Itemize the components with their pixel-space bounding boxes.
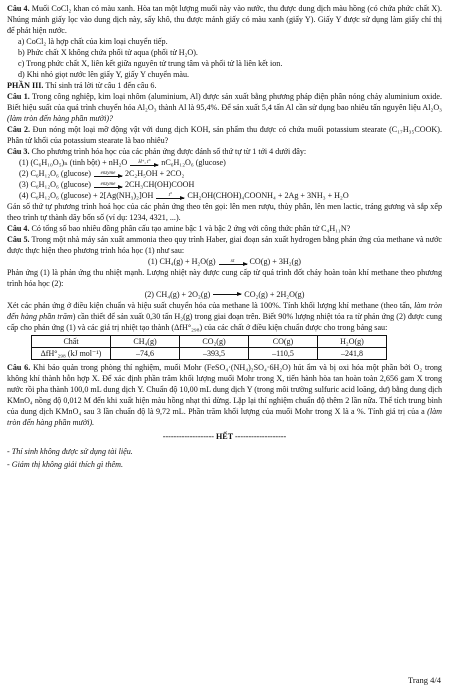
q5-p1-tail: ) cần thiết để sản xuất 0,30 tấn H₂(g) trong giai đoạn trên. Biết 90% lượng nhiệt tỏa ra từ phản ứng (2) được cung cấp cho phản ứng (1) và các giá trị nhiệt tạo thành (ΔfH°₂₉₈) của các chất ở điều kiện chuẩn được cho trong bảng sau: xyxy=(7,312,442,332)
e1-left: (1) CH₄(g) + H₂O(g) xyxy=(148,257,216,266)
table-cell: ΔfH°₂₉₈ (kJ mol⁻¹) xyxy=(32,348,111,360)
reaction-arrow xyxy=(156,193,184,199)
q5-p1-text: Xét các phản ứng ở điều kiện chuẩn và hiệu suất chuyển hóa của methane là 100%. Tính khối lượng khí methane (theo tấn, xyxy=(7,301,415,310)
q2-head: Câu 2. xyxy=(7,125,31,134)
r2-right: 2C₂H₅OH + 2CO₂ xyxy=(124,169,185,178)
c4-head: Câu 4. xyxy=(7,4,30,13)
r1-cond: H⁺, t° xyxy=(138,159,151,165)
e2-right: CO₂(g) + 2H₂O(g) xyxy=(244,290,305,299)
c4-c: c) Trong phức chất X, liên kết giữa nguyên tử trung tâm và phối tử là liên kết ion. xyxy=(18,59,283,68)
r1-right: nC₆H₁₂O₆ (glucose) xyxy=(161,158,226,167)
q2-paragraph xyxy=(7,124,442,146)
q6-paragraph xyxy=(7,362,442,428)
r4-cond: t° xyxy=(168,192,173,198)
q1-paragraph xyxy=(7,91,442,124)
note-2: - Giám thị không giải thích gì thêm. xyxy=(7,460,123,469)
reaction-2 xyxy=(7,168,442,179)
reaction-1 xyxy=(7,157,442,168)
q3-head: Câu 3. xyxy=(7,147,30,156)
table-cell: –74,6 xyxy=(111,348,180,360)
table-cell: CH₄(g) xyxy=(111,336,180,348)
q1-note: (làm tròn đến hàng phần mười)? xyxy=(7,114,114,123)
q1-text: Trong công nghiệp, kim loại nhôm (aluminium, Al) được sản xuất bằng phương pháp điện phân nóng chảy aluminium oxide. Biết hiệu suất của quá trình chuyển hóa Al₂O₃ thành Al là 95,4%. Để sản xuất 5,4 tấn Al cần sử dụng bao nhiêu tấn nguyên liệu Al₂O₃ xyxy=(7,92,442,112)
q6-head: Câu 6. xyxy=(7,363,31,372)
r3-cond: enzyme xyxy=(100,181,116,187)
q4-head: Câu 4. xyxy=(7,224,30,233)
table-row xyxy=(32,348,387,360)
table-cell: Chất xyxy=(32,336,111,348)
r3-right: 2CH₃CH(OH)COOH xyxy=(124,180,195,189)
q3-text: Cho phương trình hóa học của các phản ứng được đánh số thứ tự từ 1 tới 4 dưới đây: xyxy=(29,147,307,156)
equation-2 xyxy=(7,289,442,300)
enthalpy-table xyxy=(31,335,387,360)
r2-cond: enzyme xyxy=(100,170,116,176)
c4-b: b) Phức chất X không chứa phối tử aqua (phối tử H₂O). xyxy=(18,48,198,57)
q5-p1-italic: làm tròn đến hàng phần trăm xyxy=(7,301,442,321)
reaction-arrow xyxy=(219,259,247,265)
q1-head: Câu 1. xyxy=(7,92,30,101)
c4-paragraph xyxy=(7,3,442,36)
e1-right: CO(g) + 3H₂(g) xyxy=(249,257,301,266)
q5-text: Trong một nhà máy sản xuất ammonia theo quy trình Haber, giai đoạn sản xuất hydrogen bằng phản ứng của methane và nước được thực hiện theo phương trình hóa học (1) như sau: xyxy=(7,235,442,255)
table-cell: –393,5 xyxy=(180,348,249,360)
table-cell: –110,5 xyxy=(249,348,318,360)
q5-mid: Phản ứng (1) là phản ứng thu nhiệt mạnh. Lượng nhiệt này được cung cấp từ quá trình đốt cháy hoàn toàn khí methane theo phương trình hóa học (2): xyxy=(7,268,442,288)
reaction-arrow xyxy=(213,294,241,295)
table-cell: H₂O(g) xyxy=(318,336,387,348)
part3-heading xyxy=(7,80,442,91)
page-number: Trang 4/4 xyxy=(408,675,441,685)
q5-head: Câu 5. xyxy=(7,235,30,244)
reaction-4 xyxy=(7,190,442,201)
note-1: - Thí sinh không được sử dụng tài liệu. xyxy=(7,447,133,456)
table-header-row xyxy=(32,336,387,348)
c4-a: a) CoCl₂ là hợp chất của kim loại chuyển tiếp. xyxy=(18,37,168,46)
q2-text: Đun nóng một loại mỡ động vật với dung dịch KOH, sản phẩm thu được có chứa muối potassium stearate (C₁₇H₃₅COOK). Phân tử khối của potassium stearate là bao nhiêu? xyxy=(7,125,442,145)
q3-paragraph xyxy=(7,146,442,157)
table-cell: CO₂(g) xyxy=(180,336,249,348)
table-cell: –241,8 xyxy=(318,348,387,360)
q5-p1 xyxy=(7,300,442,333)
q6-note: (làm tròn đến hàng phần mười). xyxy=(7,407,442,427)
reaction-arrow xyxy=(130,160,158,166)
part3-text: Thí sinh trả lời từ câu 1 đến câu 6. xyxy=(43,81,157,90)
part3-head: PHẦN III. xyxy=(7,81,44,90)
q5-paragraph xyxy=(7,234,442,256)
end-marker: ------------------- HẾT ------------------- xyxy=(162,432,287,441)
c4-d: d) Khi nhỏ giọt nước lên giấy Y, giấy Y chuyển màu. xyxy=(18,70,190,79)
e2-left: (2) CH₄(g) + 2O₂(g) xyxy=(144,290,211,299)
r1-left: (1) (C₆H₁₀O₅)ₙ (tinh bột) + nH₂O xyxy=(19,158,128,167)
table-cell: CO(g) xyxy=(249,336,318,348)
r3-left: (3) C₆H₁₂O₆ (glucose) xyxy=(19,180,91,189)
r4-left: (4) C₆H₁₂O₆ (glucose) + 2[Ag(NH₃)₂]OH xyxy=(19,191,154,200)
q3-after: Gán số thứ tự phương trình hoá học của các phản ứng theo tên gọi: lên men rượu, thủy phân, lên men lactic, tráng gương và sắp xếp theo trình tự thành dãy bốn số (ví dụ: 1234, 4321, ...). xyxy=(7,202,442,222)
q4-text: Có tổng số bao nhiêu đồng phân cấu tạo amine bậc 1 và bậc 2 ứng với công thức phân tử C₄H₁₁N? xyxy=(29,224,351,233)
r4-right: CH₂OH(CHOH)₄COONH₄ + 2Ag + 3NH₃ + H₂O xyxy=(187,191,349,200)
e1-cond: xt xyxy=(230,258,235,264)
r2-left: (2) C₆H₁₂O₆ (glucose) xyxy=(19,169,91,178)
reaction-arrow xyxy=(94,171,122,177)
reaction-3 xyxy=(7,179,442,190)
q6-text: Khi bảo quản trong phòng thí nghiệm, muối Mohr (FeSO₄·(NH₄)₂SO₄·6H₂O) hút ẩm và bị oxi hóa một phần bởi O₂ trong không khí thành hỗn hợp X. Để xác định phần trăm khối lượng muối Mohr trong X, tiến hành hòa tan hoàn toàn 2,656 gam X trong nước rồi pha thành 100,0 mL dung dịch Y. Chuẩn độ 10,00 mL dung dịch Y (trong môi trường sulfuric acid loãng, dư) bằng dung dịch KMnO₄ nồng độ 0,012 M đến khi xuất hiện màu hồng nhạt thì dừng. Lặp lại thí nghiệm chuẩn độ thêm 2 lần nữa. Thể tích trung bình của dung dịch KMnO₄ sau 3 lần chuẩn độ là 9,72 mL. Phần trăm khối lượng của muối Mohr trong X là a %. Tính giá trị của a xyxy=(7,363,442,416)
reaction-arrow xyxy=(94,182,122,188)
q4-paragraph xyxy=(7,223,442,234)
c4-text: Muối CoCl₂ khan có màu xanh. Hòa tan một lượng muối này vào nước, thu được dung dịch màu hồng (có chứa phức chất X). Nhúng mảnh giấy lọc vào dung dịch này, sấy khô, thu được mảnh giấy có màu xanh (giấy Y). Giấy Y được sử dụng làm giấy chỉ thị để phát hiện nước. xyxy=(7,4,442,35)
equation-1 xyxy=(7,256,442,267)
